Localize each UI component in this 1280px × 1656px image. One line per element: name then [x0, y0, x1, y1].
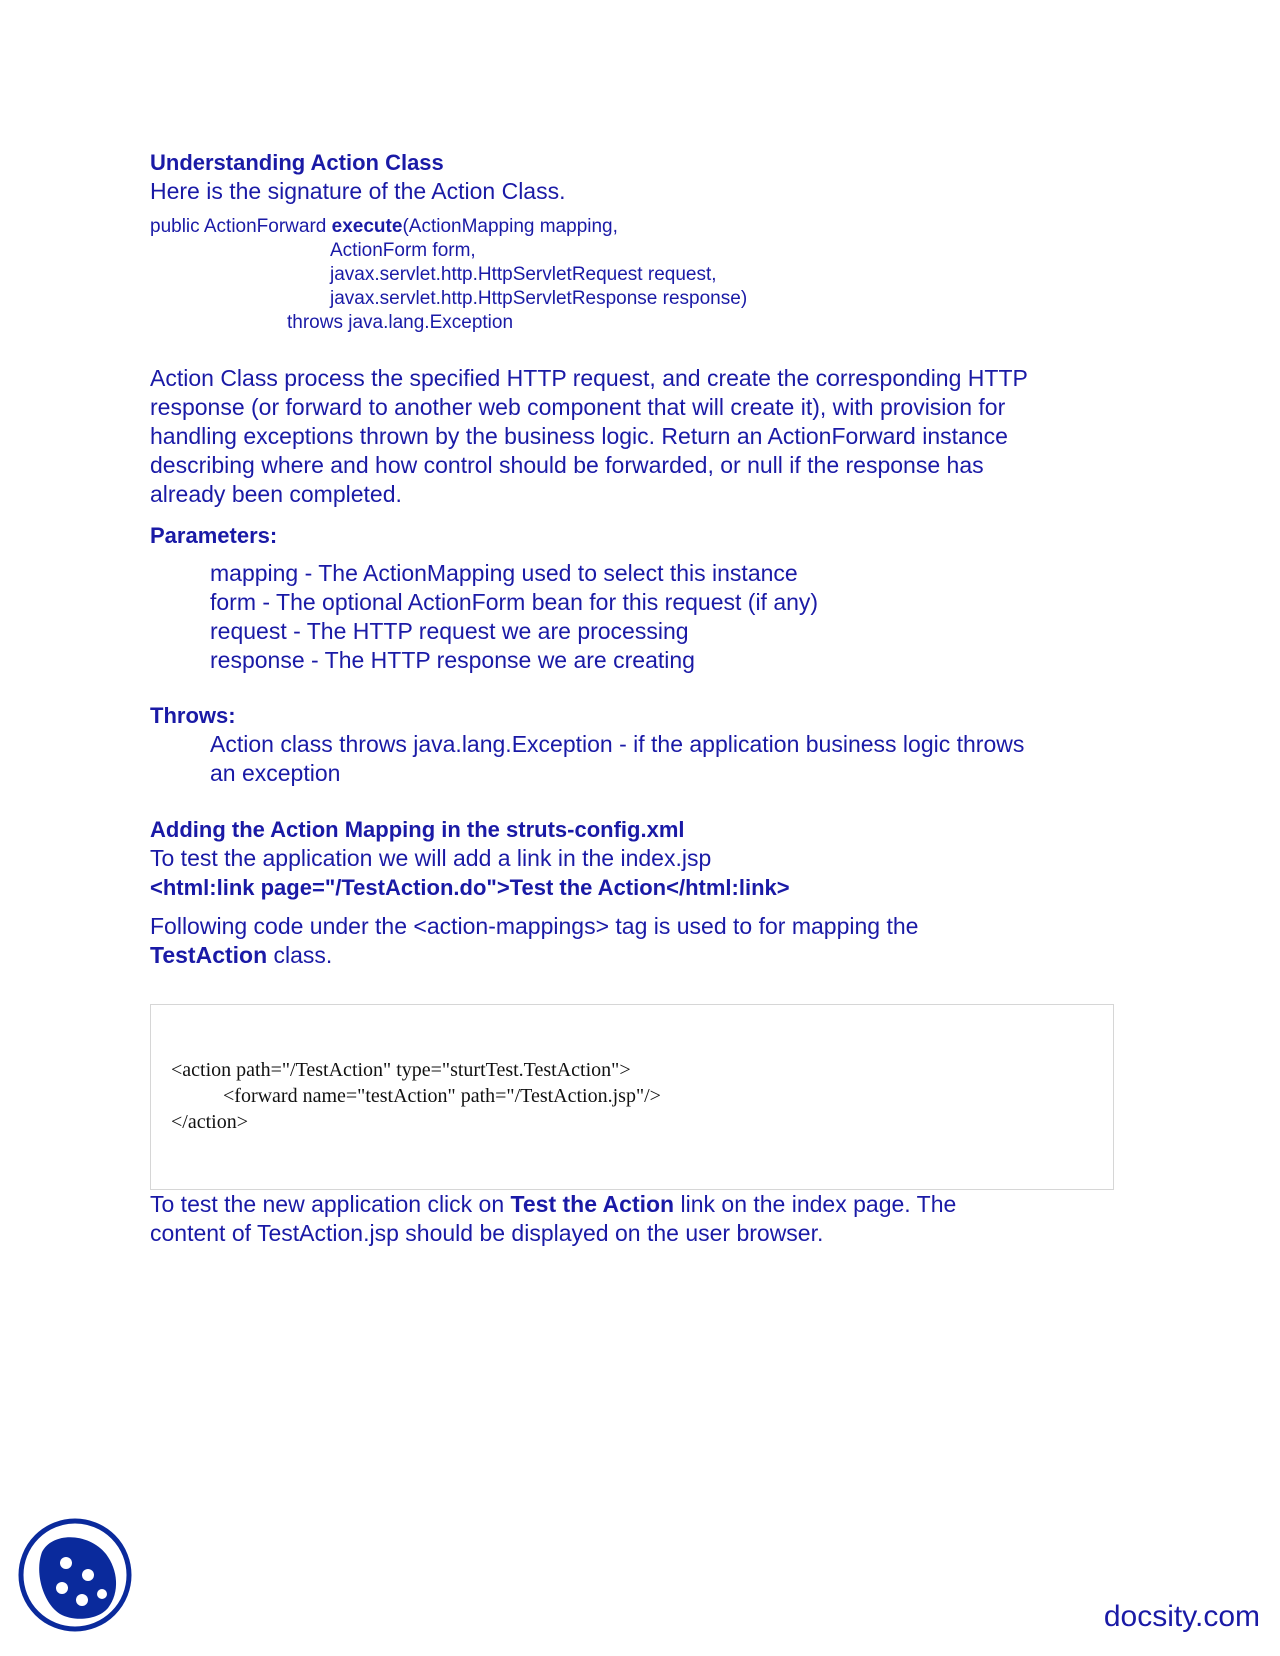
- signature-prefix: public ActionForward: [150, 216, 332, 237]
- following-rest: class.: [267, 942, 333, 968]
- signature-method: execute: [331, 216, 403, 237]
- description-line: describing where and how control should be forwarded, or null if the response has: [150, 452, 984, 478]
- xml-line: </action>: [171, 1111, 248, 1133]
- closing-bold: Test the Action: [510, 1191, 675, 1217]
- signature-line-1: [150, 215, 1130, 239]
- following-line: Following code under the <action-mappings> tag is used to for mapping the: [150, 913, 919, 939]
- throws-line: Action class throws java.lang.Exception - if the application business logic throws: [210, 731, 1025, 757]
- description-paragraph: [150, 364, 1130, 509]
- closing-line-1: [150, 1190, 1130, 1219]
- signature-throws: throws java.lang.Exception: [287, 312, 514, 333]
- parameters-list: [150, 559, 1130, 675]
- closing-part-2: link on the index page. The: [674, 1191, 957, 1217]
- parameter-item: response - The HTTP response we are creating: [210, 647, 695, 673]
- description-line: handling exceptions thrown by the business logic. Return an ActionForward instance: [150, 423, 1008, 449]
- throws-line: an exception: [210, 760, 341, 786]
- signature-param-1: (ActionMapping mapping,: [402, 216, 618, 237]
- intro-text: Here is the signature of the Action Class.: [150, 178, 566, 204]
- parameter-item: request - The HTTP request we are processing: [210, 618, 689, 644]
- xml-code-box: [150, 1004, 1114, 1190]
- method-signature: [150, 215, 1130, 335]
- following-line-2: [150, 941, 1130, 970]
- closing-line-2: content of TestAction.jsp should be displayed on the user browser.: [150, 1220, 824, 1246]
- xml-line: <action path="/TestAction" type="sturtTest.TestAction">: [171, 1059, 631, 1081]
- parameter-item: mapping - The ActionMapping used to select this instance: [210, 560, 798, 586]
- closing-part-1: To test the new application click on: [150, 1191, 511, 1217]
- xml-code: [171, 1057, 661, 1135]
- parameters-heading: Parameters:: [150, 523, 278, 548]
- signature-param-2: ActionForm form,: [330, 240, 476, 261]
- section-heading-action-mapping: Adding the Action Mapping in the struts-config.xml: [150, 817, 685, 842]
- test-action-class-name: TestAction: [150, 942, 268, 968]
- section-heading-action-class: Understanding Action Class: [150, 150, 444, 175]
- description-line: response (or forward to another web component that will create it), with provision for: [150, 394, 1006, 420]
- document-page: [150, 148, 1130, 970]
- docsity-logo-icon: [18, 1518, 132, 1632]
- parameter-item: form - The optional ActionForm bean for this request (if any): [210, 589, 819, 615]
- signature-param-3: javax.servlet.http.HttpServletRequest request,: [330, 264, 717, 285]
- closing-paragraph: [150, 1190, 1130, 1248]
- description-line: Action Class process the specified HTTP request, and create the corresponding HTTP: [150, 365, 1028, 391]
- docsity-brand[interactable]: docsity.com: [1103, 1600, 1260, 1633]
- mapping-intro: To test the application we will add a link in the index.jsp: [150, 845, 712, 871]
- html-link-code: <html:link page="/TestAction.do">Test the Action</html:link>: [150, 875, 790, 900]
- throws-heading: Throws:: [150, 703, 236, 728]
- xml-line: <forward name="testAction" path="/TestAction.jsp"/>: [223, 1085, 661, 1107]
- signature-param-4: javax.servlet.http.HttpServletResponse response): [330, 288, 748, 309]
- description-line: already been completed.: [150, 481, 402, 507]
